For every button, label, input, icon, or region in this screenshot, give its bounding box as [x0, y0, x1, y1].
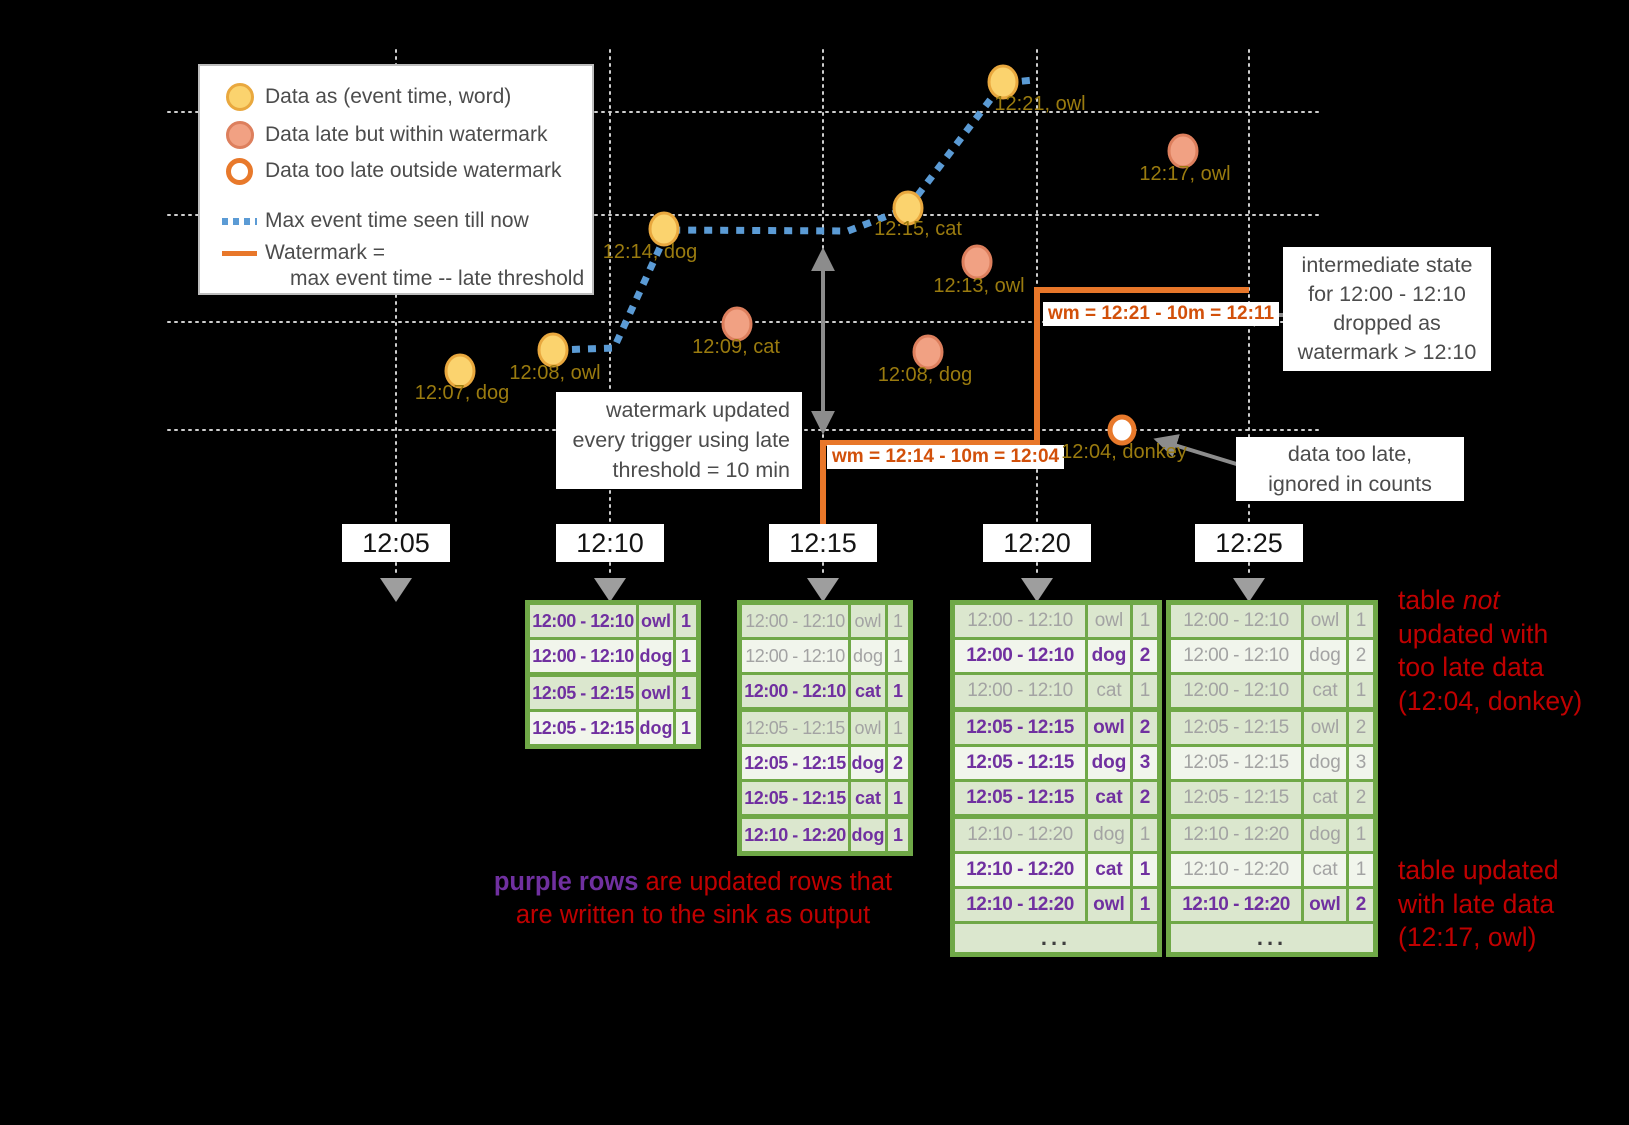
data-point-too-late	[1110, 417, 1134, 443]
cell-count: 2	[1349, 712, 1373, 744]
cell-count: 1	[1349, 675, 1373, 707]
table-row	[955, 675, 1157, 707]
cell-count: 1	[888, 675, 908, 707]
cell-word: cat	[1304, 675, 1346, 707]
table-row	[742, 782, 908, 814]
annotation-line: dropped as	[1333, 311, 1441, 335]
data-point-label: 12:13, owl	[933, 275, 1025, 297]
cell-word: cat	[851, 782, 885, 814]
cell-count: 1	[888, 819, 908, 851]
legend-marker-slot	[222, 158, 257, 185]
cell-word: owl	[1304, 889, 1346, 921]
watermark-value-label: wm = 12:14 - 10m = 12:04	[827, 445, 1064, 469]
watermark-value-label: wm = 12:21 - 10m = 12:11	[1043, 302, 1279, 326]
note-purple-rows	[478, 866, 908, 932]
table-row	[1171, 605, 1373, 637]
cell-window: 12:00 - 12:10	[530, 605, 636, 637]
legend-label: Data too late outside watermark	[265, 159, 562, 182]
cell-window: 12:10 - 12:20	[955, 854, 1085, 886]
data-point-label: 12:15, cat	[874, 218, 962, 240]
table-row	[742, 712, 908, 744]
cell-window: 12:05 - 12:15	[1171, 782, 1301, 814]
note-line: (12:17, owl)	[1398, 922, 1537, 952]
cell-window: 12:00 - 12:10	[1171, 675, 1301, 707]
cell-word: owl	[639, 605, 673, 637]
table-row-more	[1171, 924, 1373, 952]
legend-item-late	[222, 120, 547, 150]
note-line-rest: are updated rows that	[638, 868, 893, 896]
table-row	[1171, 854, 1373, 886]
cell-count: 1	[888, 605, 908, 637]
table-row	[1171, 782, 1373, 814]
cell-window: 12:05 - 12:15	[530, 677, 636, 709]
annotation-line: for 12:00 - 12:10	[1308, 282, 1466, 306]
cell-count: 1	[888, 640, 908, 672]
data-point-label: 12:04, donkey	[1061, 441, 1187, 463]
cell-window: 12:00 - 12:10	[530, 640, 636, 672]
cell-window: 12:00 - 12:10	[1171, 605, 1301, 637]
annotation-intermediate-state	[1283, 247, 1491, 371]
table-row	[955, 605, 1157, 637]
table-row	[742, 675, 908, 707]
cell-count: 2	[1349, 640, 1373, 672]
cell-window: 12:10 - 12:20	[1171, 889, 1301, 921]
cell-count: 1	[1133, 819, 1157, 851]
trigger-time-12-25: 12:25	[1195, 524, 1303, 562]
trigger-time-12-20: 12:20	[983, 524, 1091, 562]
cell-word: dog	[1088, 640, 1130, 672]
data-point-late	[963, 246, 991, 278]
cell-window: 12:05 - 12:15	[530, 712, 636, 744]
max-event-time-line	[556, 80, 1034, 350]
cell-count: 1	[1349, 819, 1373, 851]
cell-word: dog	[1304, 819, 1346, 851]
cell-count: 3	[1133, 747, 1157, 779]
cell-count: 1	[676, 677, 696, 709]
down-arrowhead-icon	[594, 578, 626, 602]
cell-word: owl	[1088, 712, 1130, 744]
cell-window: 12:00 - 12:10	[742, 605, 848, 637]
cell-word: dog	[1304, 640, 1346, 672]
trigger-time-12-15: 12:15	[769, 524, 877, 562]
table-row	[955, 782, 1157, 814]
legend-label: Watermark =	[265, 241, 385, 264]
cell-count: 2	[1349, 782, 1373, 814]
cell-window: 12:00 - 12:10	[1171, 640, 1301, 672]
cell-window: 12:00 - 12:10	[742, 640, 848, 672]
more-rows-cell: ...	[1171, 924, 1373, 952]
result-table-12:20	[950, 600, 1162, 957]
annotation-line: every trigger using late	[572, 428, 790, 452]
cell-count: 2	[888, 747, 908, 779]
legend-label: Data as (event time, word)	[265, 85, 512, 108]
cell-count: 1	[1133, 605, 1157, 637]
cell-word: owl	[1304, 712, 1346, 744]
cell-word: owl	[1304, 605, 1346, 637]
legend-label: Data late but within watermark	[265, 123, 548, 146]
cell-window: 12:10 - 12:20	[1171, 854, 1301, 886]
too-late-dot-icon	[226, 158, 253, 185]
cell-count: 1	[676, 605, 696, 637]
cell-word: cat	[1088, 782, 1130, 814]
cell-word: owl	[851, 712, 885, 744]
legend-label: Max event time seen till now	[265, 209, 529, 232]
cell-window: 12:05 - 12:15	[742, 712, 848, 744]
cell-window: 12:10 - 12:20	[955, 819, 1085, 851]
annotation-line: data too late,	[1287, 442, 1413, 466]
legend-marker-slot	[222, 121, 257, 149]
on-time-dot-icon	[226, 83, 254, 111]
table-row	[530, 677, 696, 709]
table-row	[1171, 889, 1373, 921]
table-row	[1171, 675, 1373, 707]
legend-label: max event time -- late threshold	[290, 267, 585, 290]
legend-marker-slot	[222, 218, 257, 225]
legend	[198, 64, 594, 295]
cell-count: 1	[1133, 675, 1157, 707]
annotation-watermark-updated	[556, 392, 802, 489]
table-row	[955, 640, 1157, 672]
cell-window: 12:10 - 12:20	[742, 819, 848, 851]
data-point-label: 12:21, owl	[994, 93, 1086, 115]
cell-count: 2	[1133, 782, 1157, 814]
max-event-time-dashes-icon	[222, 218, 257, 225]
cell-word: dog	[1088, 747, 1130, 779]
result-table-12:15	[737, 600, 913, 856]
down-arrowhead-icon	[1021, 578, 1053, 602]
legend-item-on-time	[222, 82, 511, 112]
note-line: table updated	[1398, 855, 1559, 885]
data-point-label: 12:14, dog	[602, 241, 698, 263]
table-row	[742, 747, 908, 779]
table-row	[530, 605, 696, 637]
result-table-12:25	[1166, 600, 1378, 957]
annotation-line: threshold = 10 min	[612, 458, 790, 482]
table-row	[742, 605, 908, 637]
table-row	[742, 640, 908, 672]
cell-word: dog	[1304, 747, 1346, 779]
table-row	[1171, 640, 1373, 672]
cell-window: 12:05 - 12:15	[955, 747, 1085, 779]
cell-word: dog	[639, 640, 673, 672]
trigger-time-12-05: 12:05	[342, 524, 450, 562]
cell-word: owl	[851, 605, 885, 637]
table-row	[1171, 747, 1373, 779]
cell-window: 12:05 - 12:15	[742, 782, 848, 814]
legend-item-watermark-formula	[290, 264, 584, 294]
table-row	[955, 889, 1157, 921]
legend-marker-slot	[222, 251, 257, 256]
legend-item-max-event-time	[222, 206, 529, 236]
cell-word: cat	[851, 675, 885, 707]
note-table-updated	[1398, 854, 1559, 955]
cell-count: 2	[1133, 640, 1157, 672]
note-table-not-updated	[1398, 584, 1582, 718]
table-row	[530, 640, 696, 672]
cell-count: 2	[1133, 712, 1157, 744]
cell-word: dog	[851, 747, 885, 779]
data-point-label: 12:08, dog	[877, 364, 973, 386]
cell-window: 12:05 - 12:15	[1171, 712, 1301, 744]
data-point-label: 12:08, owl	[509, 362, 601, 384]
table-row	[955, 712, 1157, 744]
cell-word: cat	[1088, 854, 1130, 886]
note-line: (12:04, donkey)	[1398, 685, 1583, 716]
annotation-line: ignored in counts	[1268, 472, 1432, 496]
cell-window: 12:05 - 12:15	[742, 747, 848, 779]
data-point-label: 12:09, cat	[692, 336, 780, 358]
legend-item-too-late	[222, 156, 561, 186]
down-arrowhead-icon	[380, 578, 412, 602]
cell-window: 12:10 - 12:20	[1171, 819, 1301, 851]
cell-word: dog	[639, 712, 673, 744]
cell-word: cat	[1304, 782, 1346, 814]
table-row	[1171, 712, 1373, 744]
cell-count: 1	[1349, 605, 1373, 637]
cell-word: owl	[639, 677, 673, 709]
legend-marker-slot	[222, 83, 257, 111]
note-line	[478, 866, 908, 899]
cell-window: 12:00 - 12:10	[955, 640, 1085, 672]
table-row	[955, 819, 1157, 851]
table-row	[955, 747, 1157, 779]
table-row	[742, 819, 908, 851]
cell-window: 12:00 - 12:10	[955, 675, 1085, 707]
annotation-line: intermediate state	[1301, 253, 1473, 277]
watermark-line-icon	[222, 251, 257, 256]
table-row	[955, 854, 1157, 886]
annotation-line: watermark updated	[605, 398, 790, 422]
late-dot-icon	[226, 121, 254, 149]
cell-count: 2	[1349, 889, 1373, 921]
cell-window: 12:05 - 12:15	[1171, 747, 1301, 779]
cell-count: 1	[1133, 889, 1157, 921]
cell-count: 1	[676, 640, 696, 672]
cell-window: 12:10 - 12:20	[955, 889, 1085, 921]
trigger-time-12-10: 12:10	[556, 524, 664, 562]
note-line: table not	[1398, 585, 1500, 615]
cell-count: 1	[676, 712, 696, 744]
more-rows-cell: ...	[955, 924, 1157, 952]
cell-count: 3	[1349, 747, 1373, 779]
cell-window: 12:00 - 12:10	[955, 605, 1085, 637]
cell-window: 12:05 - 12:15	[955, 782, 1085, 814]
down-arrowhead-icon	[807, 578, 839, 602]
cell-word: cat	[1088, 675, 1130, 707]
data-point-label: 12:07, dog	[414, 382, 510, 404]
cell-window: 12:00 - 12:10	[742, 675, 848, 707]
cell-window: 12:05 - 12:15	[955, 712, 1085, 744]
down-arrowhead-icon	[1233, 578, 1265, 602]
cell-word: dog	[851, 819, 885, 851]
annotation-too-late	[1236, 437, 1464, 501]
note-line: with late data	[1398, 888, 1555, 919]
purple-rows-highlight: purple rows	[493, 868, 639, 896]
cell-count: 1	[1133, 854, 1157, 886]
cell-word: dog	[1088, 819, 1130, 851]
cell-word: cat	[1304, 854, 1346, 886]
cell-word: owl	[1088, 889, 1130, 921]
note-line: updated with	[1398, 618, 1549, 649]
data-point-label: 12:17, owl	[1139, 163, 1231, 185]
cell-count: 1	[888, 782, 908, 814]
table-row	[530, 712, 696, 744]
annotation-line: watermark > 12:10	[1297, 340, 1477, 364]
note-line: are written to the sink as output	[515, 901, 871, 929]
note-line: too late data	[1398, 652, 1544, 682]
cell-count: 1	[888, 712, 908, 744]
cell-word: owl	[1088, 605, 1130, 637]
cell-word: dog	[851, 640, 885, 672]
table-row	[1171, 819, 1373, 851]
cell-count: 1	[1349, 854, 1373, 886]
table-row-more	[955, 924, 1157, 952]
result-table-12:10	[525, 600, 701, 749]
